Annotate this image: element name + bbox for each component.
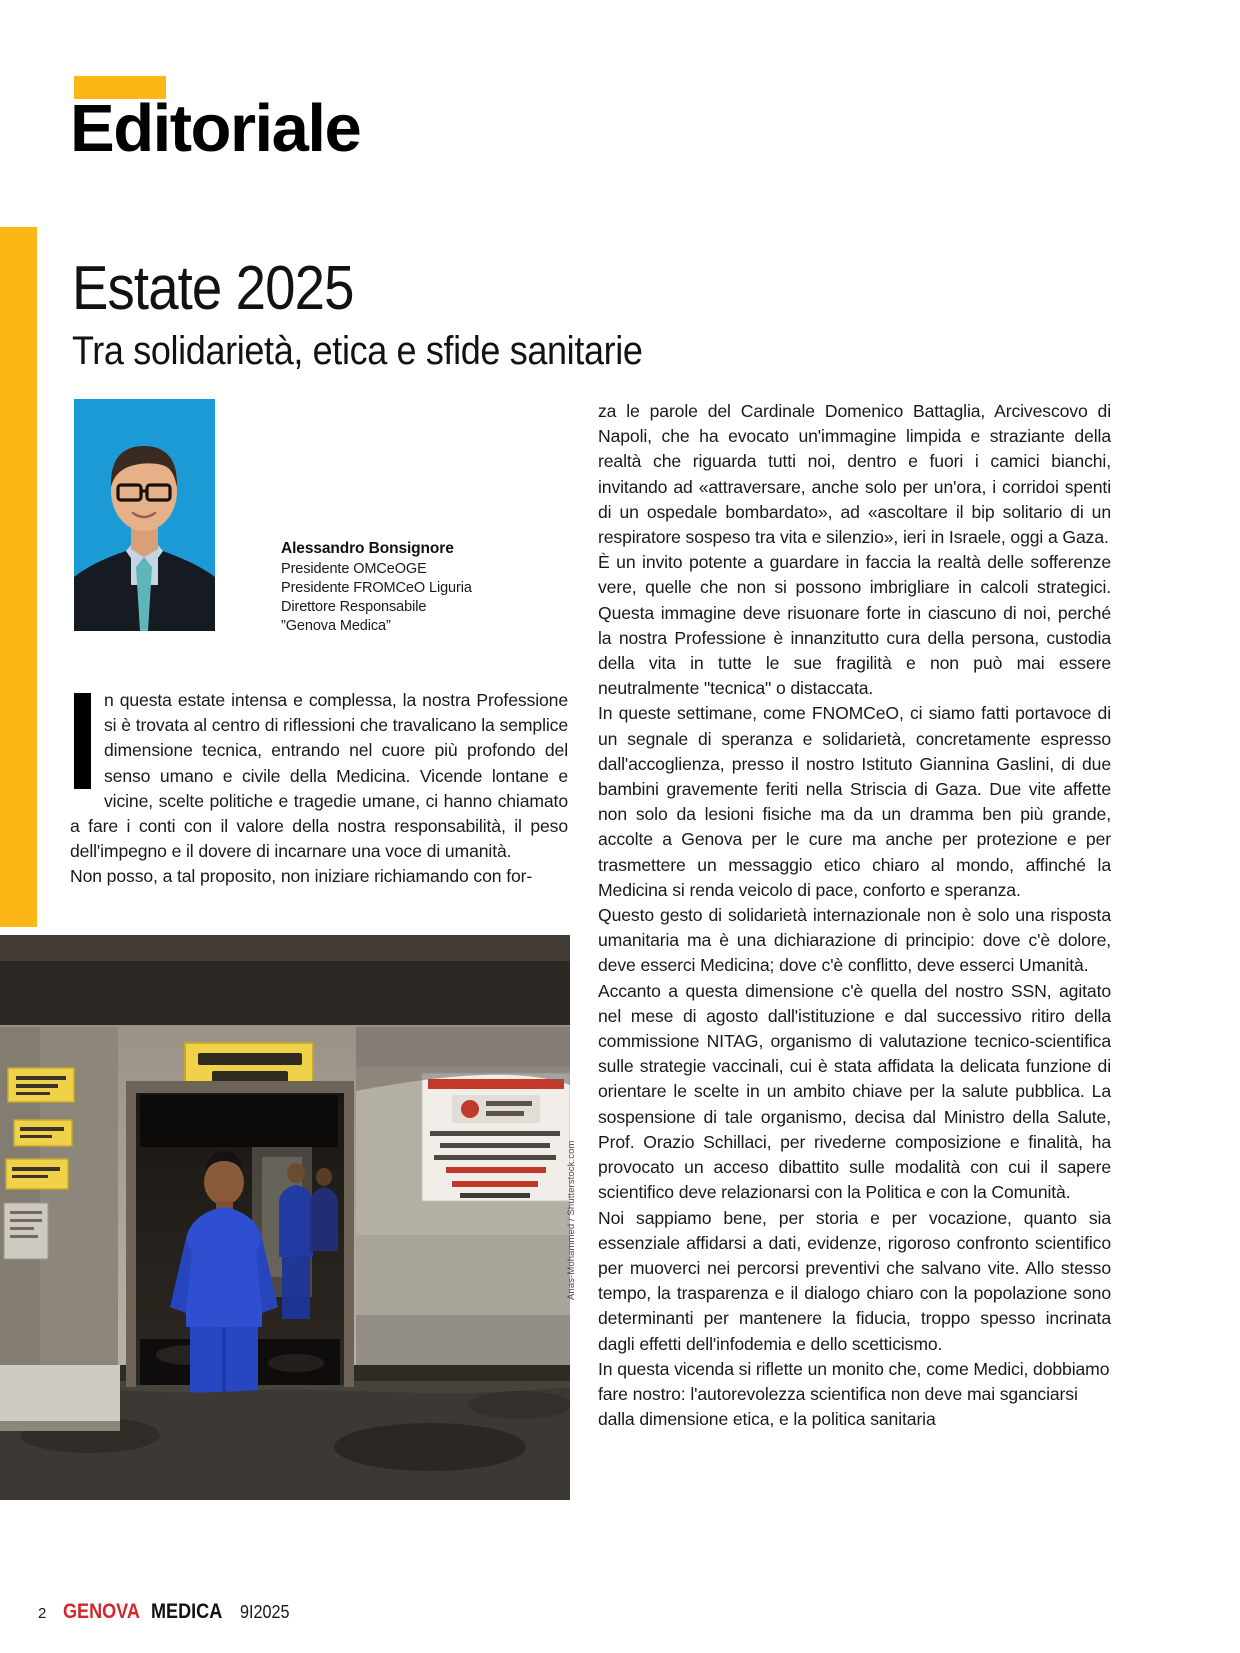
paragraph-text: za le parole del Cardinale Domenico Battaglia, Arcivescovo di Napoli, che ha evocato un'immagine limpida e straziante della realtà che riguarda tutti noi, dentro e fuori i camici bianchi, invitando ad «attraversare, anche solo per un'ora, i corridoi spenti di un ospedale bombardato», ad «ascoltare il bip solitario di un respiratore sospeso tra vita e silenzio», ieri in Israele, oggi a Gaza. xyxy=(598,401,1111,548)
paragraph-text: Accanto a questa dimensione c'è quella del nostro SSN, agitato nel mese di agosto dall'istituzione e dal successivo ritiro della commissione NITAG, organismo di valutazione tecnico-scientifica sulle strategie vaccinali, cui è stata affidata la delicata funzione di orientare le scelte in un ambito chiave per la salute pubblica. La sospensione di tale organismo, decisa dal Ministro della Salute, Prof. Orazio Schillaci, per rivederne composizione e finalità, ha provocato un acceso dibattito sulle modalità con cui il sapere scientifico deve relazionarsi con la Politica e con la Comunità. xyxy=(598,980,1111,1203)
paragraph xyxy=(598,399,1111,550)
author-credits xyxy=(281,539,581,636)
photo-credit: Anas-Mohammed / Shutterstock.com xyxy=(566,1140,577,1300)
author-name: Alessandro Bonsignore xyxy=(281,540,454,557)
paragraph xyxy=(598,701,1111,903)
paragraph xyxy=(598,550,1111,701)
paragraph-text: È un invito potente a guardare in faccia la realtà delle sofferenze vere, quelle che non si possono imbrigliare in calcoli strategici. Questa immagine deve risuonare forte in ciascuno di noi, perché la nostra Professione è innanzitutto cura della persona, custodia della vita in tutte le sue fragilità e non può mai essere neutralmente "tecnica" o distaccata. xyxy=(598,552,1111,699)
paragraph xyxy=(598,903,1111,979)
body-column-left xyxy=(70,688,568,890)
left-accent-bar xyxy=(0,227,37,927)
body-column-right xyxy=(598,399,1111,1432)
masthead-medica: MEDICA xyxy=(150,1600,223,1623)
author-portrait xyxy=(74,399,215,631)
paragraph xyxy=(598,1206,1111,1357)
paragraph-text: In questa vicenda si riflette un monito che, come Medici, dobbiamo fare nostro: l'autorevolezza scientifica non deve mai sganciarsi dalla dimensione etica, e la politica sanitaria xyxy=(598,1358,1110,1430)
paragraph-text: In queste settimane, come FNOMCeO, ci siamo fatti portavoce di un segnale di speranza e solidarietà, concretamente espresso dall'accoglienza, presso il nostro Istituto Giannina Gaslini, di due bambini gravemente feriti nella Striscia di Gaza. Due vite affette non solo da lesioni fisiche ma da un dramma ben più grande, accolte a Genova per le cure ma anche per protezione e per trasmettere un messaggio etico chiaro al mondo, affinché la Medicina si renda veicolo di pace, conforto e speranza. xyxy=(598,703,1111,900)
paragraph-text: Noi sappiamo bene, per storia e per vocazione, quanto sia essenziale affidarsi a dati, evidenze, rigoroso confronto scientifico per muoverci nei percorsi preventivi che salvano vite. Allo stesso tempo, la trasparenza e il dialogo chiaro con la popolazione sono determinanti per mantenere la fiducia, troppo spesso incrinata dagli effetti dell'infodemia e dello scetticismo. xyxy=(598,1207,1111,1354)
page-title: Estate 2025 xyxy=(72,253,354,323)
drop-cap-i xyxy=(74,693,91,789)
paragraph xyxy=(70,864,568,889)
news-photograph xyxy=(0,935,570,1500)
paragraph-text: Questo gesto di solidarietà internazionale non è solo una risposta umanitaria ma è una dichiarazione di principio: dove c'è dolore, deve esserci Medicina; dove c'è conflitto, deve esserci Umanità. xyxy=(598,905,1111,976)
paragraph xyxy=(598,1357,1111,1433)
kicker-title: Editoriale xyxy=(70,91,361,166)
paragraph xyxy=(598,979,1111,1206)
page-number: 2 xyxy=(38,1605,47,1622)
author-role-3: Direttore Responsabile xyxy=(281,599,427,616)
paragraph-text: n questa estate intensa e complessa, la nostra Professione si è trovata al centro di riflessioni che travalicano la semplice dimensione tecnica, entrando nel cuore più profondo del senso umano e civile della Medicina. Vicende lontane e vicine, scelte politiche e tragedie umane, ci hanno chiamato a fare i conti con il valore della nostra responsabilità, il peso dell'impegno e il dovere di incarnare una voce di umanità. xyxy=(70,690,568,862)
page-footer xyxy=(38,1600,295,1624)
author-role-2: Presidente FROMCeO Liguria xyxy=(281,580,472,597)
issue-number: 9I2025 xyxy=(239,1602,290,1622)
page-subtitle: Tra solidarietà, etica e sfide sanitarie xyxy=(72,329,643,374)
author-publication: ”Genova Medica” xyxy=(281,618,391,635)
paragraph xyxy=(70,688,568,864)
masthead-genova: GENOVA xyxy=(63,1600,141,1623)
author-role-1: Presidente OMCeOGE xyxy=(281,560,427,577)
paragraph-text: Non posso, a tal proposito, non iniziare richiamando con for- xyxy=(70,866,533,887)
